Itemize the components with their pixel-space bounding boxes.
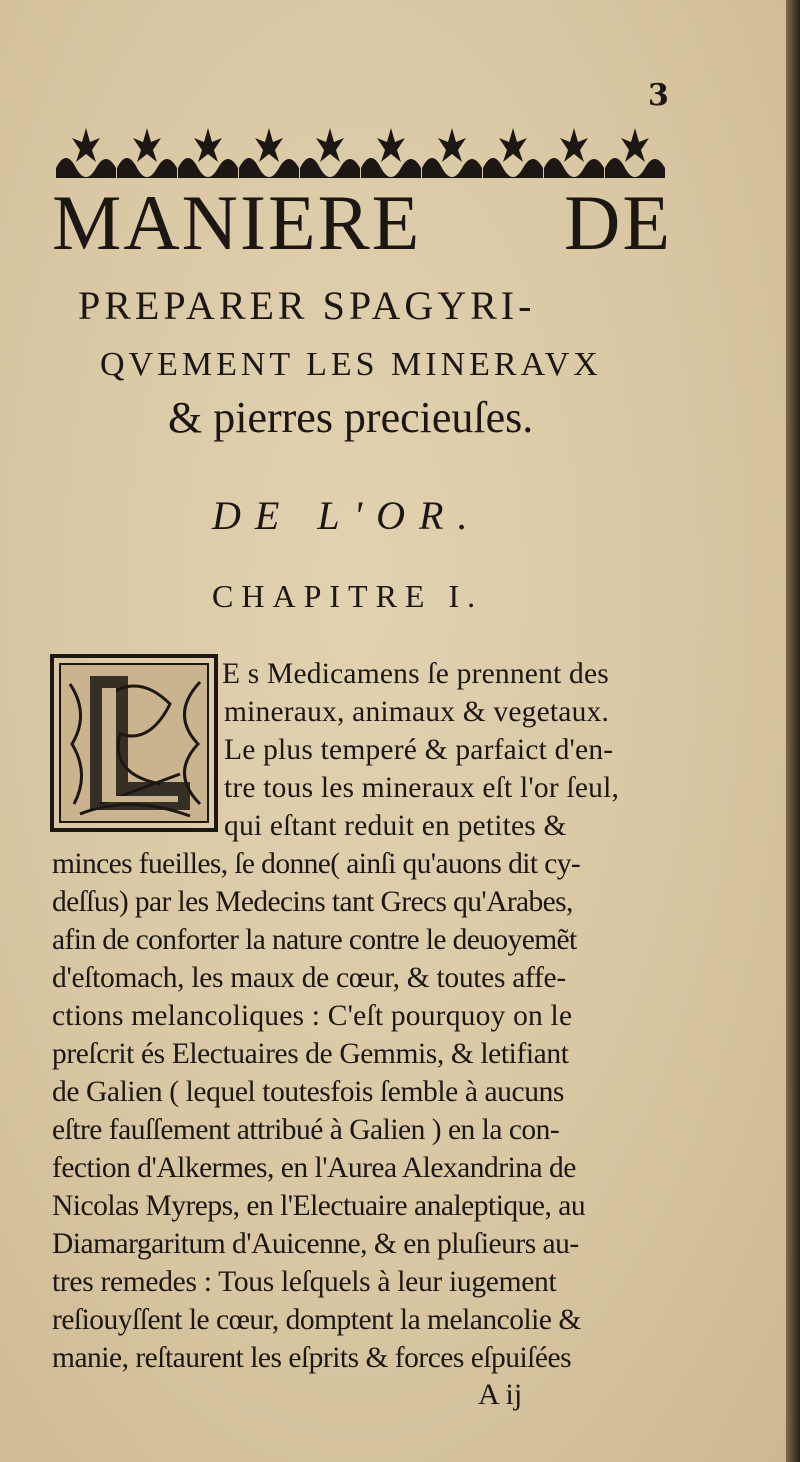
- title-word-maniere: MANIERE: [52, 179, 422, 266]
- fleuron-ornament-band: [56, 128, 666, 186]
- decorated-initial-L-icon: [50, 654, 218, 832]
- page-number: 3: [648, 78, 669, 113]
- body-line-9: d'eſtomach, les maux de cœur, & toutes affe-: [52, 962, 566, 994]
- title-line-3: QVEMENT LES MINERAVX: [100, 346, 602, 383]
- body-line-18: reſiouyſſent le cœur, domptent la melancolie &: [52, 1304, 581, 1336]
- body-line-8: afin de conforter la nature contre le deuoyemẽt: [52, 924, 577, 956]
- title-line-1: [52, 179, 672, 266]
- body-line-3: Le plus temperé & parfaict d'en-: [224, 734, 614, 766]
- body-line-15: Nicolas Myreps, en l'Electuaire analeptique, au: [52, 1190, 586, 1222]
- chapter-title: CHAPITRE I.: [212, 578, 484, 614]
- body-line-12: de Galien ( lequel toutesfois ſemble à aucuns: [52, 1076, 565, 1108]
- body-line-2: mineraux, animaux & vegetaux.: [224, 696, 610, 728]
- title-line-4: & pierres precieuſes.: [168, 393, 534, 442]
- title-word-de: DE: [564, 179, 672, 266]
- body-line-4: tre tous les mineraux eſt l'or ſeul,: [224, 772, 620, 804]
- body-line-13: eſtre fauſſement attribué à Galien ) en la con-: [52, 1114, 560, 1146]
- body-line-6: minces fueilles, ſe donne( ainſi qu'auons dit cy-: [52, 848, 581, 880]
- body-line-10: ctions melancoliques : C'eſt pourquoy on le: [52, 1000, 573, 1032]
- body-line-19: manie, reſtaurent les eſprits & forces eſpuiſées: [52, 1342, 572, 1374]
- body-line-1: E s Medicamens ſe prennent des: [222, 658, 609, 690]
- catchword-signature: A ij: [478, 1378, 523, 1411]
- body-line-17: tres remedes : Tous leſquels à leur iugement: [52, 1266, 557, 1298]
- body-line-11: preſcrit és Electuaires de Gemmis, & letifiant: [52, 1038, 569, 1070]
- body-line-5: qui eſtant reduit en petites &: [224, 810, 567, 842]
- title-line-2: PREPARER SPAGYRI-: [78, 283, 536, 328]
- body-line-14: fection d'Alkermes, en l'Aurea Alexandrina de: [52, 1152, 576, 1184]
- body-line-16: Diamargaritum d'Auicenne, & en pluſieurs au-: [52, 1228, 579, 1260]
- section-title: DE L'OR.: [212, 493, 482, 538]
- body-line-7: deſſus) par les Medecins tant Grecs qu'Arabes,: [52, 886, 573, 918]
- page-edge-shadow: [786, 0, 800, 1462]
